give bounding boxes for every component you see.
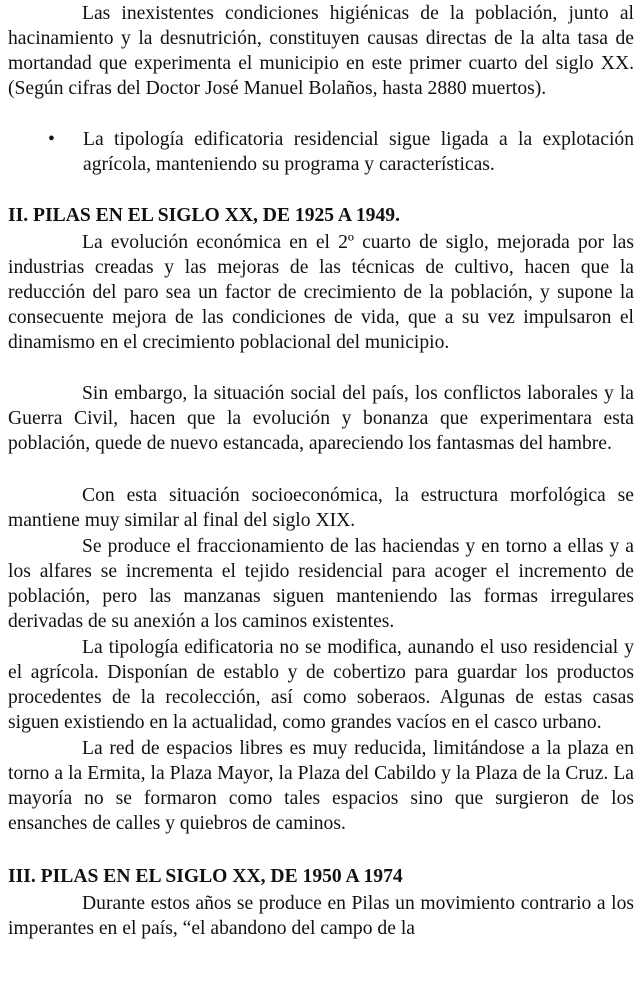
section-heading-ii: II. PILAS EN EL SIGLO XX, DE 1925 A 1949. xyxy=(8,205,400,226)
bullet-text: La tipología edificatoria residencial sigue ligada a la explotación agrícola, manteniendo su programa y características. xyxy=(83,129,634,175)
paragraph-evolucion: La evolución económica en el 2º cuarto de siglo, mejorada por las industrias creadas y las mejoras de las técnicas de cultivo, hacen que la reducción del paro sea un factor de crecimiento de la población, y supone la consecuente mejora de las condiciones de vida, que a su vez impulsaron el dinamismo en el crecimiento poblacional del municipio. xyxy=(8,232,634,353)
paragraph-situacion-social: Sin embargo, la situación social del país, los conflictos laborales y la Guerra Civil, hacen que la evolución y bonanza que experimentara esta población, quede de nuevo estancada, apareciendo los fantasmas del hambre. xyxy=(8,383,634,454)
bullet-icon: • xyxy=(48,129,55,150)
paragraph-movimiento: Durante estos años se produce en Pilas un movimiento contrario a los imperantes en el país, “el abandono del campo de la xyxy=(8,893,634,939)
paragraph-tipologia: La tipología edificatoria no se modifica, aunando el uso residencial y el agrícola. Disponían de establo y de cobertizo para guardar los productos procedentes de la recolección, así como soberaos. Algunas de estas casas siguen existiendo en la actualidad, como grandes vacíos en el casco urbano. xyxy=(8,637,634,733)
paragraph-espacios-libres: La red de espacios libres es muy reducida, limitándose a la plaza en torno a la Ermita, la Plaza Mayor, la Plaza del Cabildo y la Plaza de la Cruz. La mayoría no se formaron como tales espacios sino que surgieron de los ensanches de calles y quiebros de caminos. xyxy=(8,738,634,834)
section-heading-iii: III. PILAS EN EL SIGLO XX, DE 1950 A 1974 xyxy=(8,866,403,887)
paragraph-estructura: Con esta situación socioeconómica, la estructura morfológica se mantiene muy similar al final del siglo XIX. xyxy=(8,485,634,531)
paragraph-mortality: Las inexistentes condiciones higiénicas de la población, junto al hacinamiento y la desnutrición, constituyen causas directas de la alta tasa de mortandad que experimenta el municipio en este primer cuarto del siglo XX. (Según cifras del Doctor José Manuel Bolaños, hasta 2880 muertos). xyxy=(8,3,634,99)
bullet-item-tipologia xyxy=(48,128,634,178)
paragraph-fraccionamiento: Se produce el fraccionamiento de las haciendas y en torno a ellas y a los alfares se incrementa el tejido residencial para acoger el incremento de población, pero las manzanas siguen manteniendo las formas irregulares derivadas de su anexión a los caminos existentes. xyxy=(8,536,634,632)
